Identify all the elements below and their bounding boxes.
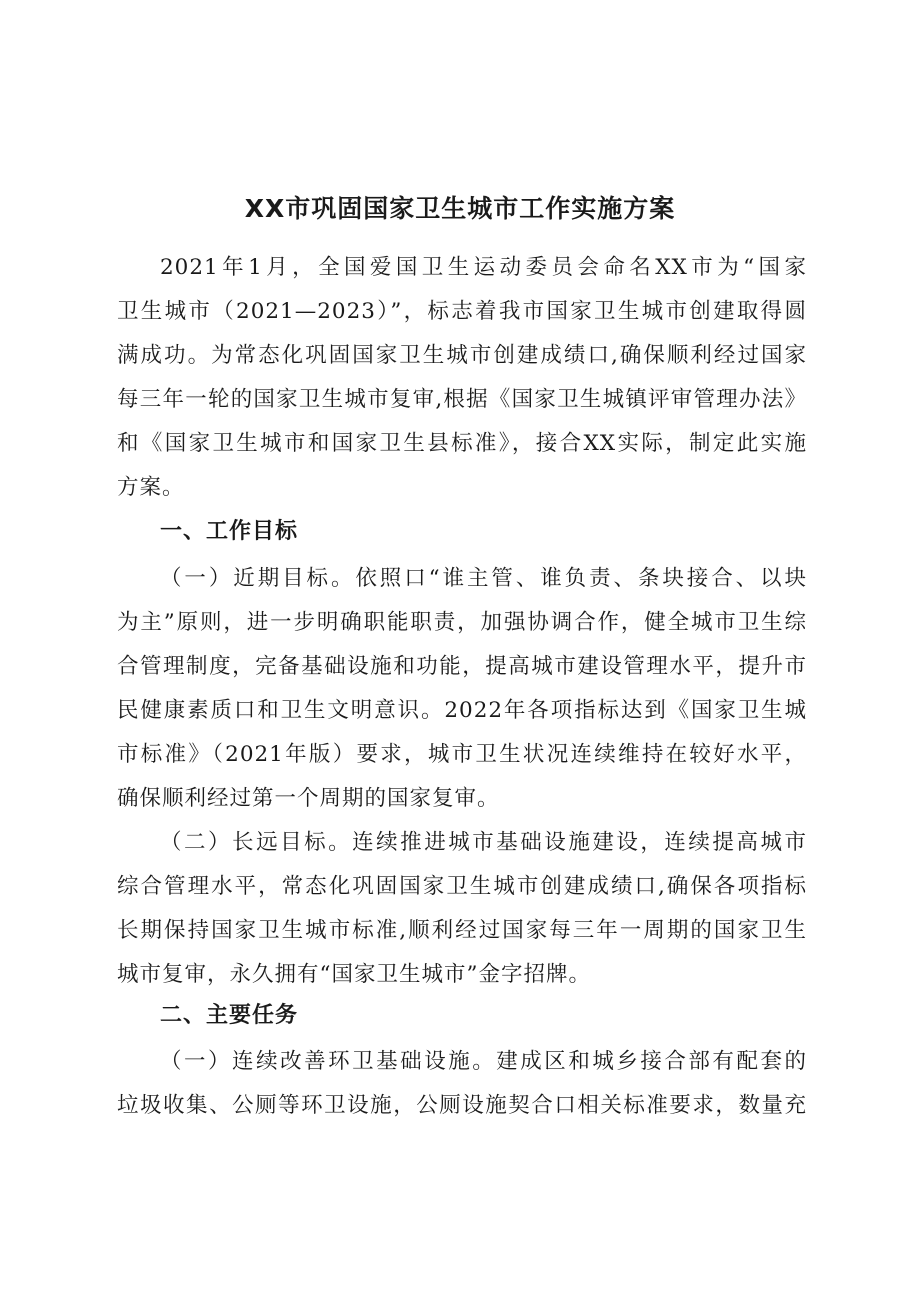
paragraph-line: 长期保持国家卫生城市标准,顺利经过国家每三年一周期的国家卫生 xyxy=(117,918,807,943)
paragraph-line: 市标准》（2021年版）要求，城市卫生状况连续维持在较好水平， xyxy=(117,742,807,767)
paragraph-line: 满成功。为常态化巩固国家卫生城市创建成绩口,确保顺利经过国家 xyxy=(117,343,807,368)
paragraph-line: 每三年一轮的国家卫生城市复审,根据《国家卫生城镇评审管理办法》 xyxy=(117,387,807,412)
paragraph-line: 合管理制度，完备基础设施和功能，提高城市建设管理水平，提升市 xyxy=(117,654,807,679)
paragraph-line: 民健康素质口和卫生文明意识。2022年各项指标达到《国家卫生城 xyxy=(117,698,807,723)
paragraph-line: 为主”原则，进一步明确职能职责，加强协调合作，健全城市卫生综 xyxy=(117,610,807,635)
paragraph-line: 方案。 xyxy=(117,475,185,500)
paragraph-line: 综合管理水平，常态化巩固国家卫生城市创建成绩口,确保各项指标 xyxy=(117,874,807,899)
paragraph-line: 确保顺利经过第一个周期的国家复审。 xyxy=(117,786,500,811)
paragraph-line: （一）近期目标。依照口“谁主管、谁负责、条块接合、以块 xyxy=(160,566,807,591)
paragraph-line: （一）连续改善环卫基础设施。建成区和城乡接合部有配套的 xyxy=(160,1049,807,1074)
paragraph-line: （二）长远目标。连续推进城市基础设施建设，连续提高城市 xyxy=(160,830,807,855)
paragraph-line: 垃圾收集、公厕等环卫设施，公厕设施契合口相关标准要求，数量充 xyxy=(117,1093,807,1118)
paragraph-line: 2021年1月，全国爱国卫生运动委员会命名XX市为“国家 xyxy=(160,255,807,280)
paragraph-line: 卫生城市（2021—2023）”，标志着我市国家卫生城市创建取得圆 xyxy=(117,299,807,324)
paragraph-line: 城市复审，永久拥有“国家卫生城市”金字招牌。 xyxy=(117,962,591,987)
section-heading: 一、工作目标 xyxy=(160,519,299,544)
document-title: XX市巩固国家卫生城市工作实施方案 xyxy=(244,194,676,223)
section-heading: 二、主要任务 xyxy=(160,1003,299,1028)
paragraph-line: 和《国家卫生城市和国家卫生县标准》，接合XX实际，制定此实施 xyxy=(117,431,807,456)
